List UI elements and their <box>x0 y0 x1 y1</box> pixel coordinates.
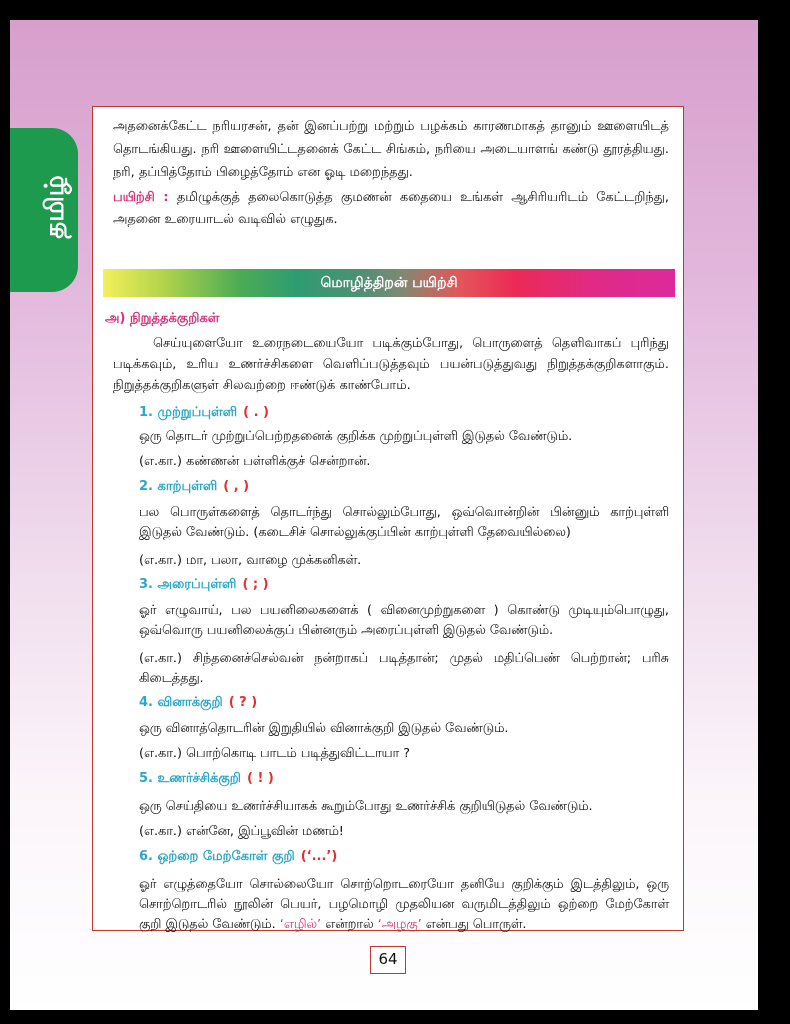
item-rule: ஓர் எழுவாய், பல பயனிலைகளைக் ( வினைமுற்றுகளை ) கொண்டு முடியும்பொழுது, ஒவ்வொரு பயனிலைக்குப் பின்னரும் அரைப்புள்ளி இடுதல் வேண்டும். <box>139 603 669 638</box>
item-rule: ஒரு வினாத்தொடரின் இறுதியில் வினாக்குறி இடுதல் வேண்டும். <box>139 721 509 736</box>
item-title: 3. அரைப்புள்ளி <box>139 577 237 592</box>
example-word-azhagu: ‘அழகு’ <box>377 917 422 932</box>
book-page <box>10 20 758 1010</box>
item-heading-exclamation <box>139 771 274 787</box>
subject-side-tab <box>10 128 78 292</box>
item-mark: (‘...’) <box>300 849 338 864</box>
item-title: 5. உணர்ச்சிக்குறி <box>139 771 241 786</box>
rule-text: ஓர் எழுத்தையோ சொல்லையோ சொற்றொடரையோ தனியே குறிக்கும் இடத்திலும், ஒரு சொற்றொடரில் நூலின் பெயர், பழமொழி முதலியன வருமிடத்திலும் ஒற்றை மேற்கோள் குறி இடுதல் வேண்டும். <box>139 877 669 932</box>
item-example: (எ.கா.) மா, பலா, வாழை முக்கனிகள். <box>139 553 362 568</box>
item-title: 6. ஒற்றை மேற்கோள் குறி <box>139 849 295 864</box>
item-example: (எ.கா.) என்னே, இப்பூவின் மணம்! <box>139 824 344 839</box>
item-example: (எ.கா.) கண்ணன் பள்ளிக்குச் சென்றான். <box>139 454 371 469</box>
item-mark: ( ; ) <box>242 577 269 592</box>
practice-text: தமிழுக்குத் தலைகொடுத்த குமணன் கதையை உங்கள் ஆசிரியரிடம் கேட்டறிந்து, அதனை உரையாடல் வடிவில் எழுதுக. <box>113 190 669 227</box>
item-title: 2. காற்புள்ளி <box>139 479 218 494</box>
rule-text-mid: என்றால் <box>325 917 374 932</box>
item-heading-single-quote <box>139 849 337 865</box>
item-mark: ( ? ) <box>228 695 258 710</box>
item-rule: ஒரு தொடர் முற்றுப்பெற்றதனைக் குறிக்க முற்றுப்புள்ளி இடுதல் வேண்டும். <box>139 429 573 444</box>
item-rule: பல பொருள்களைத் தொடர்ந்து சொல்லும்போது, ஒவ்வொன்றின் பின்னும் காற்புள்ளி இடுதல் வேண்டும். (கடைசிச் சொல்லுக்குப்பின் காற்புள்ளி தேவையில்லை) <box>139 505 669 540</box>
subject-tab-label: தமிழ் <box>40 175 70 239</box>
item-heading-question <box>139 695 257 711</box>
item-title: 4. வினாக்குறி <box>139 695 223 710</box>
example-word-ezhil: ‘எழில்’ <box>279 917 322 932</box>
item-mark: ( ! ) <box>247 771 274 786</box>
item-heading-full-stop <box>139 405 269 421</box>
item-title: 1. முற்றுப்புள்ளி <box>139 405 238 420</box>
content-box <box>92 106 684 931</box>
item-rule: ஒரு செய்தியை உணர்ச்சியாகக் கூறும்போது உணர்ச்சிக் குறியிடுதல் வேண்டும். <box>139 799 593 814</box>
item-rule <box>139 875 669 935</box>
item-example: (எ.கா.) பொற்கொடி பாடம் படித்துவிட்டாயா ? <box>139 746 411 761</box>
section-intro: செய்யுளையோ உரைநடையையோ படிக்கும்போது, பொருளைத் தெளிவாகப் புரிந்து படிக்கவும், உரிய உணர்ச்சிகளை வெளிப்படுத்தவும் பயன்படுத்துவது நிறுத்தக்குறிகளாகும். நிறுத்தக்குறிகளுள் சிலவற்றை ஈண்டுக் காண்போம். <box>113 336 669 393</box>
rule-text-end: என்பது பொருள். <box>425 917 527 932</box>
practice-paragraph <box>113 187 669 231</box>
item-example: (எ.கா.) சிந்தனைச்செல்வன் நன்றாகப் படித்தான்; முதல் மதிப்பெண் பெற்றான்; பரிசு கிடைத்தது. <box>139 651 669 686</box>
intro-paragraph: அதனைக்கேட்ட நரியரசன், தன் இனப்பற்று மற்றும் பழக்கம் காரணமாகத் தானும் ஊளையிடத் தொடங்கியது. நரி ஊளையிட்டதனைக் கேட்ட சிங்கம், நரியை அடையாளங் கண்டு தூரத்தியது. நரி, தப்பித்தோம் பிழைத்தோம் என ஓடி மறைந்தது. <box>113 119 669 180</box>
section-banner: மொழித்திறன் பயிற்சி <box>103 269 675 297</box>
item-mark: ( . ) <box>243 405 269 420</box>
item-mark: ( , ) <box>223 479 250 494</box>
practice-label: பயிற்சி : <box>113 190 169 205</box>
page-number: 64 <box>370 946 406 974</box>
section-heading: அ) நிறுத்தக்குறிகள் <box>105 311 220 326</box>
item-heading-semicolon <box>139 577 269 593</box>
item-heading-comma <box>139 479 249 495</box>
